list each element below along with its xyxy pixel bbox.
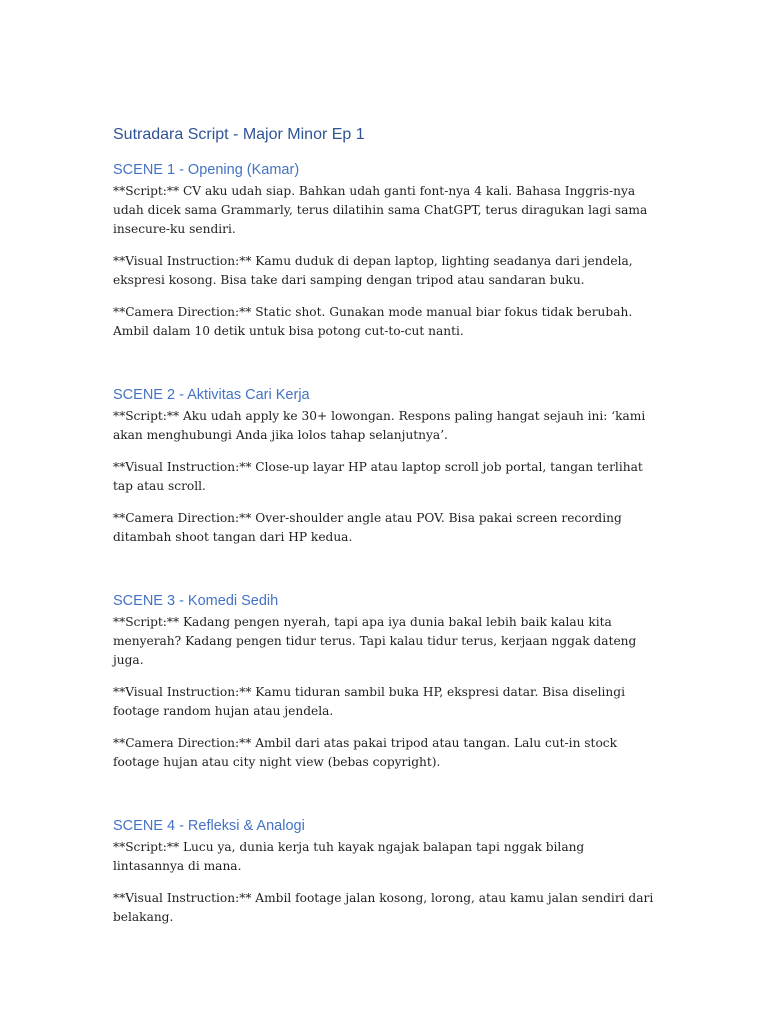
camera-direction-paragraph: **Camera Direction:** Static shot. Gunakan mode manual biar fokus tidak berubah. Ambil dalam 10 detik untuk bisa potong cut-to-cut nanti. xyxy=(113,305,633,338)
camera-direction-paragraph: **Camera Direction:** Over-shoulder angle atau POV. Bisa pakai screen recording ditambah shoot tangan dari HP kedua. xyxy=(113,511,622,544)
script-paragraph: **Script:** Lucu ya, dunia kerja tuh kayak ngajak balapan tapi nggak bilang lintasannya di mana. xyxy=(113,840,585,873)
camera-direction-paragraph: **Camera Direction:** Ambil dari atas pakai tripod atau tangan. Lalu cut-in stock footage hujan atau city night view (bebas copyright). xyxy=(113,736,618,769)
script-paragraph: **Script:** Kadang pengen nyerah, tapi apa iya dunia bakal lebih baik kalau kita menyerah? Kadang pengen tidur terus. Tapi kalau tidur terus, kerjaan nggak dateng juga. xyxy=(113,615,637,667)
scene-1 xyxy=(113,160,658,341)
script-paragraph: **Script:** CV aku udah siap. Bahkan udah ganti font-nya 4 kali. Bahasa Inggris-nya udah dicek sama Grammarly, terus dilatihin sama ChatGPT, terus diragukan lagi sama insecure-ku sendiri. xyxy=(113,184,648,236)
scene-heading: SCENE 4 - Refleksi & Analogi xyxy=(113,818,305,834)
visual-instruction-paragraph: **Visual Instruction:** Close-up layar HP atau laptop scroll job portal, tangan terlihat tap atau scroll. xyxy=(113,460,643,493)
script-paragraph: **Script:** Aku udah apply ke 30+ lowongan. Respons paling hangat sejauh ini: ‘kami akan menghubungi Anda jika lolos tahap selanjutnya’. xyxy=(113,409,646,442)
scene-spacer xyxy=(113,341,658,385)
document-title: Sutradara Script - Major Minor Ep 1 xyxy=(113,126,365,143)
visual-instruction-paragraph: **Visual Instruction:** Kamu duduk di depan laptop, lighting seadanya dari jendela, ekspresi kosong. Bisa take dari samping dengan tripod atau sandaran buku. xyxy=(113,254,633,287)
document-page xyxy=(113,124,658,927)
scene-heading: SCENE 3 - Komedi Sedih xyxy=(113,593,279,609)
visual-instruction-paragraph: **Visual Instruction:** Kamu tiduran sambil buka HP, ekspresi datar. Bisa diselingi footage random hujan atau jendela. xyxy=(113,685,625,718)
scene-spacer xyxy=(113,772,658,816)
scene-4 xyxy=(113,816,658,927)
visual-instruction-paragraph: **Visual Instruction:** Ambil footage jalan kosong, lorong, atau kamu jalan sendiri dari belakang. xyxy=(113,891,654,924)
scene-heading: SCENE 1 - Opening (Kamar) xyxy=(113,162,300,178)
scene-spacer xyxy=(113,547,658,591)
scene-3 xyxy=(113,591,658,772)
scene-heading: SCENE 2 - Aktivitas Cari Kerja xyxy=(113,387,310,403)
scene-2 xyxy=(113,385,658,547)
